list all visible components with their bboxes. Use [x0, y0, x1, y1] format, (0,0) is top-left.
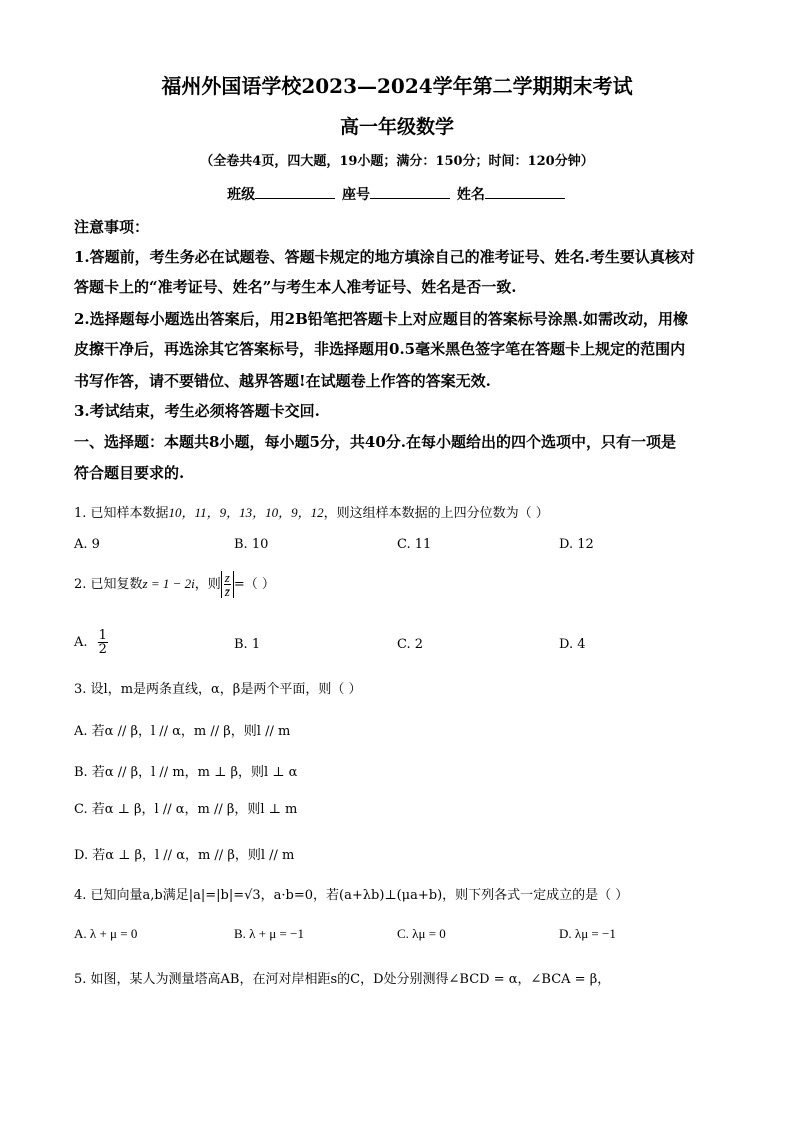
q1-data: 10，11，9，13，10，9，12 — [168, 505, 324, 520]
notes-item3: 3.考试结束，考生必须将答题卡交回. — [74, 402, 320, 420]
q2-option-d: D. 4 — [559, 637, 586, 652]
q4-option-a: A. λ + μ = 0 — [74, 926, 138, 941]
q3-option-d: D. 若α ⊥ β，l // α，m // β，则l // m — [74, 848, 295, 863]
q1-stem-post: ，则这组样本数据的上四分位数为（ ） — [323, 506, 549, 521]
question-5-stem: 5. 如图，某人为测量塔高AB，在河对岸相距s的C，D处分别测得∠BCD = α，∠BCA = β， — [74, 972, 611, 987]
q2-option-a-den: 2 — [98, 642, 107, 657]
q1-option-b: B. 10 — [234, 537, 269, 552]
q2-z-expr: z = 1 − 2i — [142, 576, 195, 591]
section1-line1: 一、选择题：本题共8小题，每小题5分，共40分.在每小题给出的四个选项中，只有一项是 — [74, 433, 676, 451]
q3-option-b: B. 若α // β，l // m，m ⊥ β，则l ⊥ α — [74, 765, 298, 780]
exam-meta: （全卷共4页，四大题，19小题；满分：150分；时间：120分钟） — [200, 154, 594, 169]
seat-label: 座号 — [342, 187, 370, 203]
notes-item2-line2: 皮擦干净后，再选涂其它答案标号，非选择题用0.5毫米黑色签字笔在答题卡上规定的范围内 — [74, 340, 686, 358]
q1-option-c: C. 11 — [397, 537, 432, 552]
notes-item1-line2: 答题卡上的“准考证号、姓名”与考生本人准考证号、姓名是否一致. — [74, 278, 517, 296]
q4-option-c: C. λμ = 0 — [397, 926, 446, 941]
q1-option-d: D. 12 — [559, 537, 594, 552]
notes-item1-line1: 1.答题前，考生务必在试题卷、答题卡规定的地方填涂自己的准考证号、姓名.考生要认真核对 — [74, 248, 695, 266]
name-label: 姓名 — [456, 187, 485, 203]
question-1-stem — [74, 502, 549, 521]
exam-title: 福州外国语学校2023—2024学年第二学期期末考试 — [161, 74, 633, 98]
notes-heading: 注意事项： — [74, 218, 150, 236]
q2-abs-fraction — [221, 571, 234, 598]
q2-frac-num: z — [224, 570, 230, 585]
q2-stem-mid: ，则 — [194, 577, 221, 592]
notes-item2-line1: 2.选择题每小题选出答案后，用2B铅笔把答题卡上对应题目的答案标号涂黑.如需改动，用橡 — [74, 310, 689, 328]
q3-option-a: A. 若α // β，l // α，m // β，则l // m — [74, 724, 291, 739]
q2-stem-pre: 2. 已知复数 — [74, 577, 143, 592]
q2-stem-post: =（ ） — [233, 577, 275, 592]
q2-option-a — [74, 629, 108, 656]
q1-option-a: A. 9 — [74, 537, 100, 552]
class-blank — [255, 184, 335, 199]
question-4-stem: 4. 已知向量a,b满足|a|=|b|=√3，a·b=0，若(a+λb)⊥(μa+b)，则下列各式一定成立的是（ ） — [74, 888, 629, 903]
notes-item2-line3: 书写作答，请不要错位、越界答题!在试题卷上作答的答案无效. — [74, 372, 491, 390]
q2-option-a-label: A. — [74, 635, 88, 650]
question-2-stem — [74, 571, 275, 598]
student-info-fields — [0, 184, 794, 204]
q2-option-a-num: 1 — [98, 628, 107, 643]
q4-option-b: B. λ + μ = −1 — [234, 926, 304, 941]
q2-frac-den: z̄ — [224, 584, 230, 599]
question-3-stem: 3. 设l，m是两条直线，α，β是两个平面，则（ ） — [74, 682, 362, 697]
section1-line2: 符合题目要求的. — [74, 464, 185, 482]
q4-option-d: D. λμ = −1 — [559, 926, 616, 941]
q2-option-c: C. 2 — [397, 637, 424, 652]
name-blank — [485, 184, 565, 199]
q1-stem-pre: 1. 已知样本数据 — [74, 506, 169, 521]
class-label: 班级 — [227, 187, 256, 203]
q3-option-c: C. 若α ⊥ β，l // α，m // β，则l ⊥ m — [74, 802, 298, 817]
seat-blank — [370, 184, 450, 199]
q2-option-b: B. 1 — [234, 637, 261, 652]
exam-subtitle: 高一年级数学 — [339, 116, 454, 138]
